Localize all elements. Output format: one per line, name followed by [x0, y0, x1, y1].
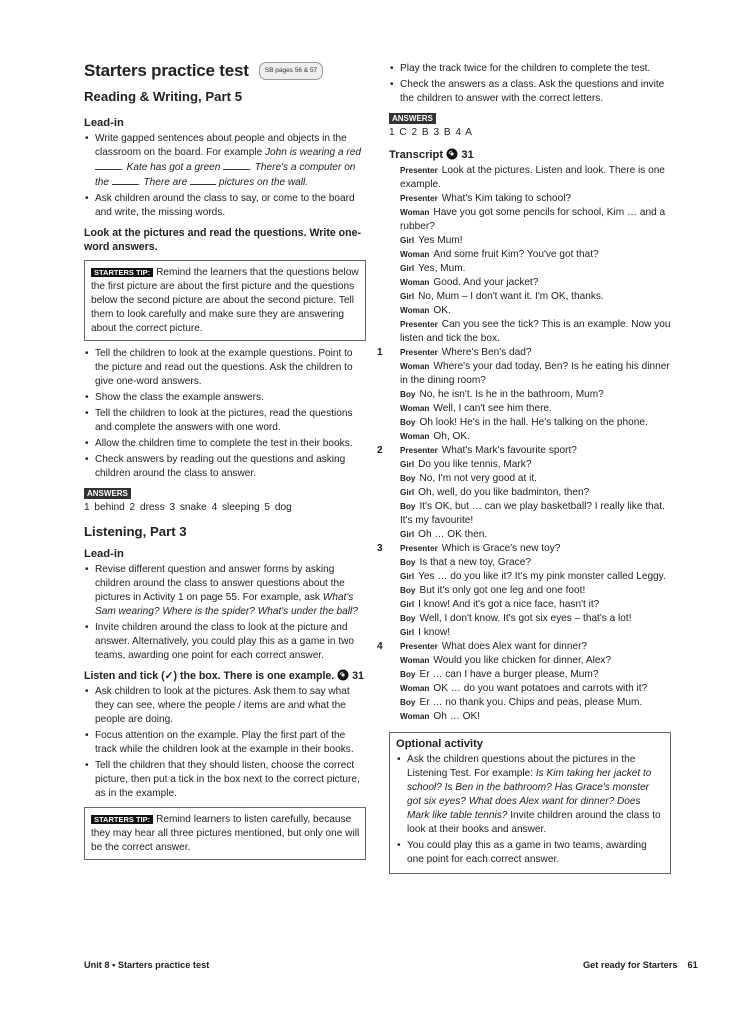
speaker-line-text: Well, I can't see him there.	[433, 403, 552, 414]
speaker-line-text: I know! And it's got a nice face, hasn't it?	[418, 599, 600, 610]
transcript-line	[389, 472, 671, 486]
transcript-line	[389, 710, 671, 724]
transcript-line	[377, 542, 671, 556]
transcript-line	[377, 444, 671, 458]
speaker-label: Girl	[400, 488, 415, 497]
speaker-line-text: Have you got some pencils for school, Kim … and a rubber?	[400, 207, 666, 232]
list-item: • Show the class the example answers.	[84, 391, 366, 405]
speaker-label: Presenter	[400, 166, 438, 175]
speaker-line-text: Do you like tennis, Mark?	[418, 459, 532, 470]
transcript-line	[377, 346, 671, 360]
starters-tip-box	[84, 260, 366, 341]
transcript-line	[389, 486, 671, 500]
reading-task-heading: Look at the pictures and read the questions. Write one-word answers.	[84, 227, 362, 253]
speaker-label: Boy	[400, 418, 416, 427]
transcript-line	[389, 276, 671, 290]
tip-label: STARTERS TIP:	[91, 268, 153, 277]
speaker-label: Presenter	[400, 348, 438, 357]
speaker-label: Girl	[400, 460, 415, 469]
speaker-label: Boy	[400, 614, 416, 623]
title-row	[84, 62, 366, 80]
answers-label: ANSWERS	[389, 113, 436, 124]
speaker-label: Boy	[400, 474, 416, 483]
speaker-line-text: Where's your dad today, Ben? Is he eating his dinner in the dining room?	[400, 361, 670, 386]
speaker-line-text: It's OK, but … can we play basketball? I really like that. It's my favourite!	[400, 501, 665, 526]
transcript-line	[389, 668, 671, 682]
speaker-line-text: What's Mark's favourite sport?	[441, 445, 577, 456]
speaker-label: Girl	[400, 628, 415, 637]
speaker-line-text: Would you like chicken for dinner, Alex?	[433, 655, 612, 666]
track-number: 31	[352, 670, 364, 682]
gap-blank	[223, 160, 249, 170]
speaker-label: Presenter	[400, 642, 438, 651]
transcript-line	[389, 458, 671, 472]
transcript-line	[389, 290, 671, 304]
transcript-line	[389, 626, 671, 640]
speaker-line-text: Yes Mum!	[418, 235, 463, 246]
transcript-line	[389, 430, 671, 444]
speaker-line-text: Is that a new toy, Grace?	[419, 557, 531, 568]
speaker-label: Woman	[400, 306, 430, 315]
speaker-label: Woman	[400, 712, 430, 721]
speaker-label: Woman	[400, 656, 430, 665]
cd-audio-icon	[446, 148, 458, 160]
listening-task-heading: Listen and tick (✓) the box. There is one example. 31	[84, 670, 364, 682]
transcript	[377, 164, 671, 724]
speaker-line-text: Oh … OK!	[433, 711, 480, 722]
left-column	[84, 62, 366, 866]
speaker-label: Presenter	[400, 544, 438, 553]
transcript-line	[389, 206, 671, 234]
speaker-label: Girl	[400, 572, 415, 581]
transcript-line	[389, 696, 671, 710]
optional-heading: Optional activity	[396, 738, 484, 750]
speaker-label: Girl	[400, 264, 415, 273]
tip-text: Remind the learners that the questions below the first picture are about the first picture and the questions below the second picture are about the second picture. Tell them to look carefully and make sure they are answering about the correct picture.	[91, 267, 359, 334]
answers-label: ANSWERS	[84, 488, 131, 499]
transcript-line	[389, 192, 671, 206]
reading-leadin-list	[84, 132, 366, 220]
transcript-line	[389, 164, 671, 192]
transcript-line	[389, 598, 671, 612]
transcript-line	[389, 416, 671, 430]
list-item: • Revise different question and answer forms by asking children around the class to answer questions about the pictures in Activity 1 on page 55. For example, ask What's Sam wearing? Where is the spider? What's under the ball?	[84, 563, 366, 619]
speaker-line-text: Look at the pictures. Listen and look. There is one example.	[400, 165, 665, 190]
track-number: 31	[461, 149, 474, 161]
list-item: • Ask the children questions about the pictures in the Listening Test. For example: Is Kim taking her jacket to school? Is Ben in the bathroom? Has Grace's monster got six eyes? What does Alex want for dinner? Does Mark like table tennis? Invite children around the class to look at their books and answer.	[396, 753, 664, 837]
speaker-line-text: Good. And your jacket?	[433, 277, 539, 288]
speaker-label: Woman	[400, 432, 430, 441]
speaker-label: Presenter	[400, 446, 438, 455]
reading-answers: 1 behind 2 dress 3 snake 4 sleeping 5 dog	[84, 502, 292, 513]
transcript-line	[389, 234, 671, 248]
cd-audio-icon	[337, 669, 349, 681]
speaker-line-text: Yes … do you like it? It's my pink monster called Leggy.	[418, 571, 666, 582]
starters-tip-box	[84, 807, 366, 860]
speaker-line-text: Where's Ben's dad?	[441, 347, 532, 358]
transcript-line	[389, 682, 671, 696]
speaker-label: Boy	[400, 502, 416, 511]
list-item: • Invite children around the class to look at the picture and answer. Alternatively, you could play this as a game in two teams, awarding one point for each correct answer.	[84, 621, 366, 663]
reading-leadin-heading: Lead-in	[84, 117, 124, 129]
list-item: • Check answers by reading out the questions and asking children around the class to answer.	[84, 453, 366, 481]
speaker-label: Boy	[400, 586, 416, 595]
speaker-label: Girl	[400, 292, 415, 301]
speaker-line-text: No, Mum – I don't want it. I'm OK, thanks.	[418, 291, 604, 302]
transcript-line	[389, 500, 671, 528]
speaker-label: Woman	[400, 208, 430, 217]
speaker-line-text: Oh, OK.	[433, 431, 470, 442]
speaker-line-text: Well, I don't know. It's got six eyes – that's a lot!	[419, 613, 632, 624]
page-number: 61	[687, 960, 698, 970]
speaker-label: Presenter	[400, 320, 438, 329]
transcript-line	[389, 654, 671, 668]
list-item: • Ask children around the class to say, or come to the board and write, the missing words.	[84, 192, 366, 220]
transcript-heading: Transcript 31	[389, 149, 474, 161]
speaker-line-text: And some fruit Kim? You've got that?	[433, 249, 599, 260]
gap-blank	[112, 175, 138, 185]
question-number: 4	[377, 641, 383, 652]
reading-steps-list	[84, 347, 366, 481]
listening-answers: 1 C 2 B 3 B 4 A	[389, 127, 473, 138]
question-number: 1	[377, 347, 383, 358]
transcript-line	[389, 556, 671, 570]
speaker-label: Woman	[400, 684, 430, 693]
footer-book-title: Get ready for Starters 61	[583, 960, 698, 970]
speaker-line-text: What does Alex want for dinner?	[441, 641, 588, 652]
reading-heading: Reading & Writing, Part 5	[84, 89, 243, 104]
tip-label: STARTERS TIP:	[91, 815, 153, 824]
transcript-line	[377, 640, 671, 654]
transcript-line	[389, 402, 671, 416]
right-column	[377, 62, 671, 874]
speaker-label: Girl	[400, 530, 415, 539]
gap-blank	[95, 160, 121, 170]
transcript-line	[389, 248, 671, 262]
sb-pages-badge: SB pages 56 & 57	[259, 62, 323, 80]
transcript-line	[389, 262, 671, 276]
transcript-line	[389, 584, 671, 598]
speaker-label: Girl	[400, 236, 415, 245]
optional-list	[396, 753, 664, 867]
speaker-label: Presenter	[400, 194, 438, 203]
speaker-label: Boy	[400, 390, 416, 399]
speaker-label: Woman	[400, 278, 430, 287]
transcript-line	[389, 528, 671, 542]
track-instructions-list	[389, 62, 671, 106]
listening-leadin-list	[84, 563, 366, 663]
speaker-label: Boy	[400, 698, 416, 707]
speaker-line-text: OK.	[433, 305, 451, 316]
speaker-line-text: But it's only got one leg and one foot!	[419, 585, 586, 596]
list-item: • Check the answers as a class. Ask the questions and invite the children to answer with the correct letters.	[389, 78, 671, 106]
speaker-line-text: Oh look! He's in the hall. He's talking on the phone.	[419, 417, 648, 428]
list-item: • You could play this as a game in two teams, awarding one point for each correct answer.	[396, 839, 664, 867]
question-number: 2	[377, 445, 383, 456]
speaker-line-text: Can you see the tick? This is an example. Now you listen and tick the box.	[400, 319, 671, 344]
optional-activity-box	[389, 732, 671, 874]
speaker-line-text: Oh, well, do you like badminton, then?	[418, 487, 590, 498]
speaker-label: Girl	[400, 600, 415, 609]
transcript-line	[389, 612, 671, 626]
page-title: Starters practice test	[84, 61, 249, 80]
tip-text: Remind learners to listen carefully, because they may hear all three pictures mentioned, but only one will be the correct answer.	[91, 814, 360, 853]
speaker-line-text: Yes, Mum.	[418, 263, 466, 274]
speaker-label: Woman	[400, 250, 430, 259]
list-item: • Tell the children to look at the pictures, read the questions and complete the answers with one word.	[84, 407, 366, 435]
listening-leadin-heading: Lead-in	[84, 548, 124, 560]
speaker-label: Woman	[400, 404, 430, 413]
transcript-line	[389, 318, 671, 346]
transcript-line	[389, 388, 671, 402]
speaker-line-text: Er … can I have a burger please, Mum?	[419, 669, 599, 680]
footer-unit-title: Unit 8 • Starters practice test	[84, 960, 210, 970]
listening-heading: Listening, Part 3	[84, 524, 187, 539]
speaker-label: Boy	[400, 558, 416, 567]
transcript-line	[389, 304, 671, 318]
question-number: 3	[377, 543, 383, 554]
list-item: • Tell the children to look at the example questions. Point to the picture and read out the questions. Ask the children to give one-word answers.	[84, 347, 366, 389]
speaker-line-text: I know!	[418, 627, 451, 638]
list-item: • Write gapped sentences about people and objects in the classroom on the board. For example John is wearing a red . Kate has got a green . There's a computer on the . There are pictures on the wall.	[84, 132, 366, 190]
speaker-line-text: Which is Grace's new toy?	[441, 543, 561, 554]
speaker-line-text: OK … do you want potatoes and carrots with it?	[433, 683, 648, 694]
list-item: • Play the track twice for the children to complete the test.	[389, 62, 671, 76]
speaker-line-text: No, I'm not very good at it.	[419, 473, 537, 484]
speaker-line-text: Oh … OK then.	[418, 529, 488, 540]
list-item: • Ask children to look at the pictures. Ask them to say what they can see, where the people / items are and what the people are doing.	[84, 685, 366, 727]
gap-blank	[190, 175, 216, 185]
list-item: • Focus attention on the example. Play the first part of the track while the children look at the example in their books.	[84, 729, 366, 757]
speaker-line-text: No, he isn't. Is he in the bathroom, Mum?	[419, 389, 604, 400]
list-item: • Allow the children time to complete the test in their books.	[84, 437, 366, 451]
speaker-line-text: Er … no thank you. Chips and peas, please Mum.	[419, 697, 643, 708]
listening-steps-list	[84, 685, 366, 801]
speaker-line-text: What's Kim taking to school?	[441, 193, 572, 204]
list-item: • Tell the children that they should listen, choose the correct picture, then put a tick in the box next to the correct picture, as in the example.	[84, 759, 366, 801]
speaker-label: Boy	[400, 670, 416, 679]
transcript-line	[389, 570, 671, 584]
transcript-line	[389, 360, 671, 388]
speaker-label: Woman	[400, 362, 430, 371]
